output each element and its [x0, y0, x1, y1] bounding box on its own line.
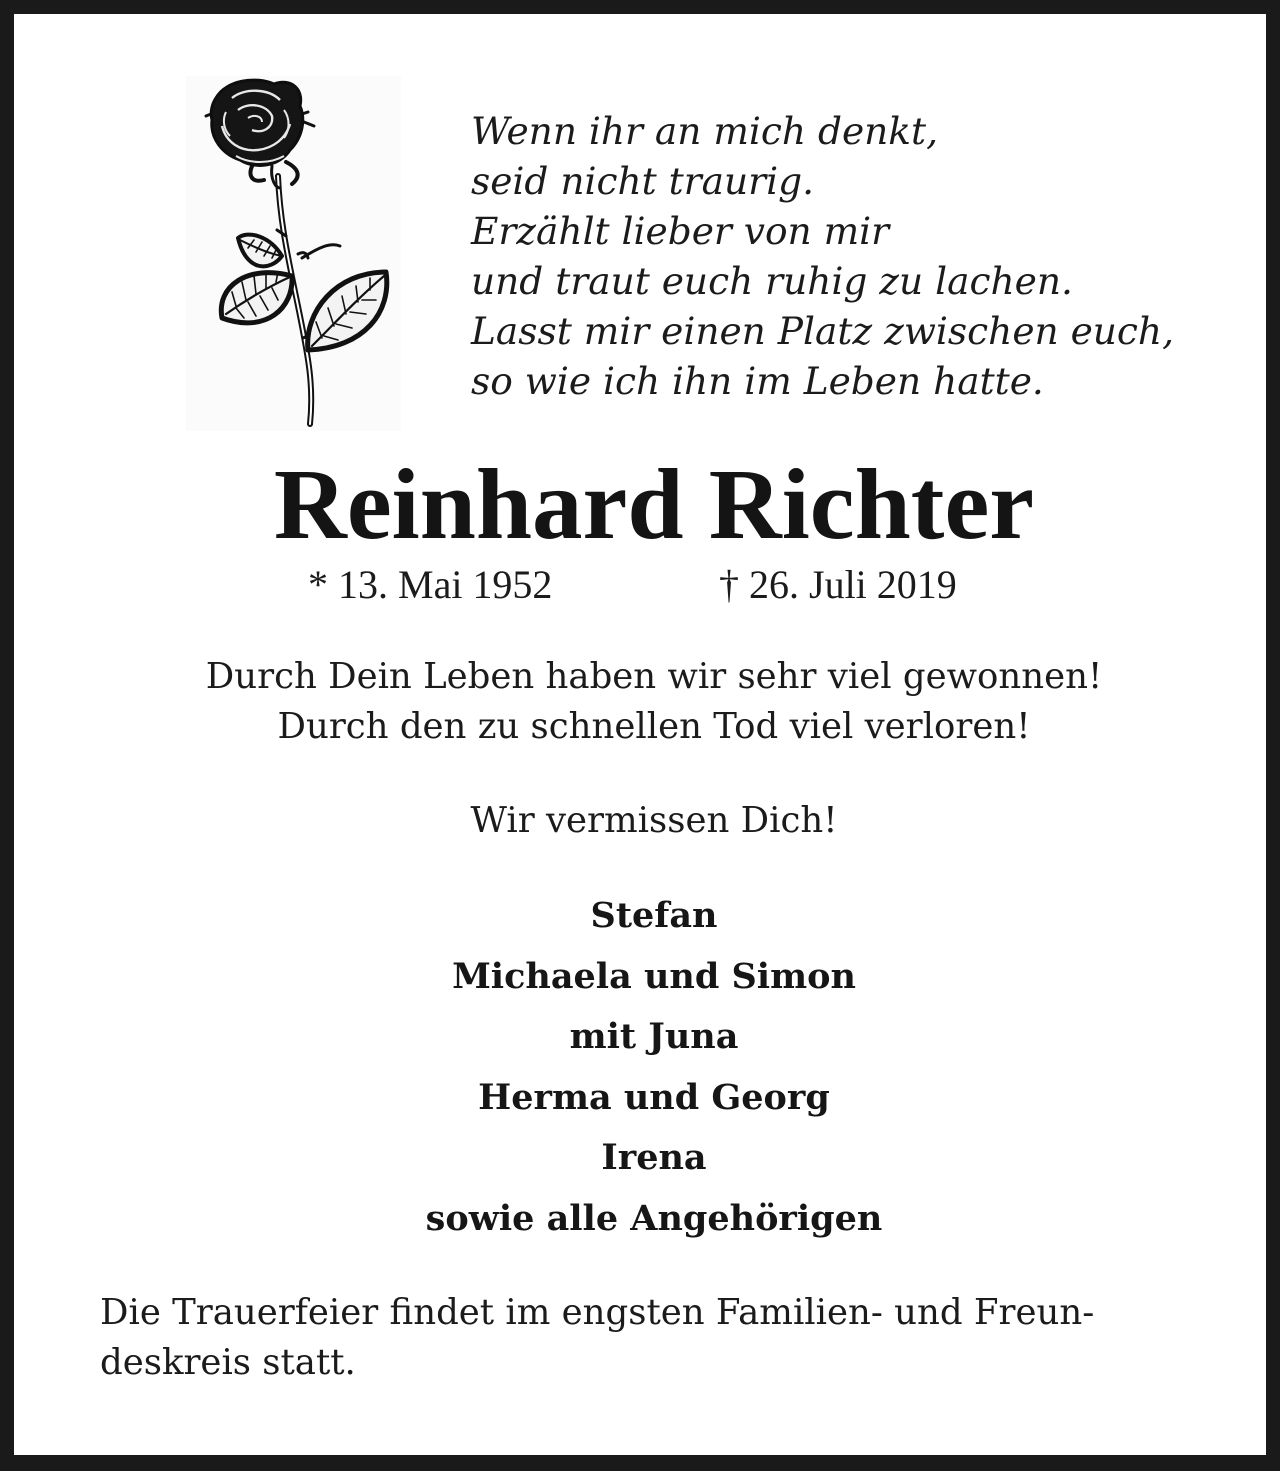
poem — [471, 106, 1261, 406]
deceased-name: Reinhard Richter — [273, 448, 1035, 560]
mourner-name: Irena — [601, 1137, 707, 1178]
birth-date: * 13. Mai 1952 — [308, 562, 553, 607]
death-date: † 26. Juli 2019 — [719, 562, 957, 607]
notice-line: deskreis statt. — [100, 1342, 356, 1383]
poem-line: Lasst mir einen Platz zwischen euch, — [471, 309, 1174, 353]
funeral-notice — [100, 1288, 1220, 1388]
tribute-text — [14, 652, 1280, 752]
poem-line: seid nicht traurig. — [471, 159, 814, 203]
rose-icon — [186, 76, 401, 431]
mourner-name: sowie alle Angehörigen — [425, 1197, 883, 1239]
mourner-name: Michaela und Simon — [452, 955, 856, 997]
notice-line: Die Trauerfeier findet im engsten Familien- und Freun- — [100, 1292, 1095, 1333]
tribute-line: Durch den zu schnellen Tod viel verloren! — [277, 706, 1031, 747]
poem-line: und traut euch ruhig zu lachen. — [471, 259, 1073, 303]
mourner-name: mit Juna — [569, 1016, 739, 1057]
mourners-list — [14, 886, 1280, 1249]
mourner-name: Stefan — [590, 895, 718, 936]
mourner-name: Herma und Georg — [478, 1076, 830, 1118]
poem-line: Erzählt lieber von mir — [471, 209, 890, 253]
miss-you-line: Wir vermissen Dich! — [470, 800, 838, 841]
poem-line: so wie ich ihn im Leben hatte. — [471, 359, 1044, 403]
tribute-line: Durch Dein Leben haben wir sehr viel gewonnen! — [205, 656, 1103, 697]
poem-line: Wenn ihr an mich denkt, — [471, 109, 939, 153]
